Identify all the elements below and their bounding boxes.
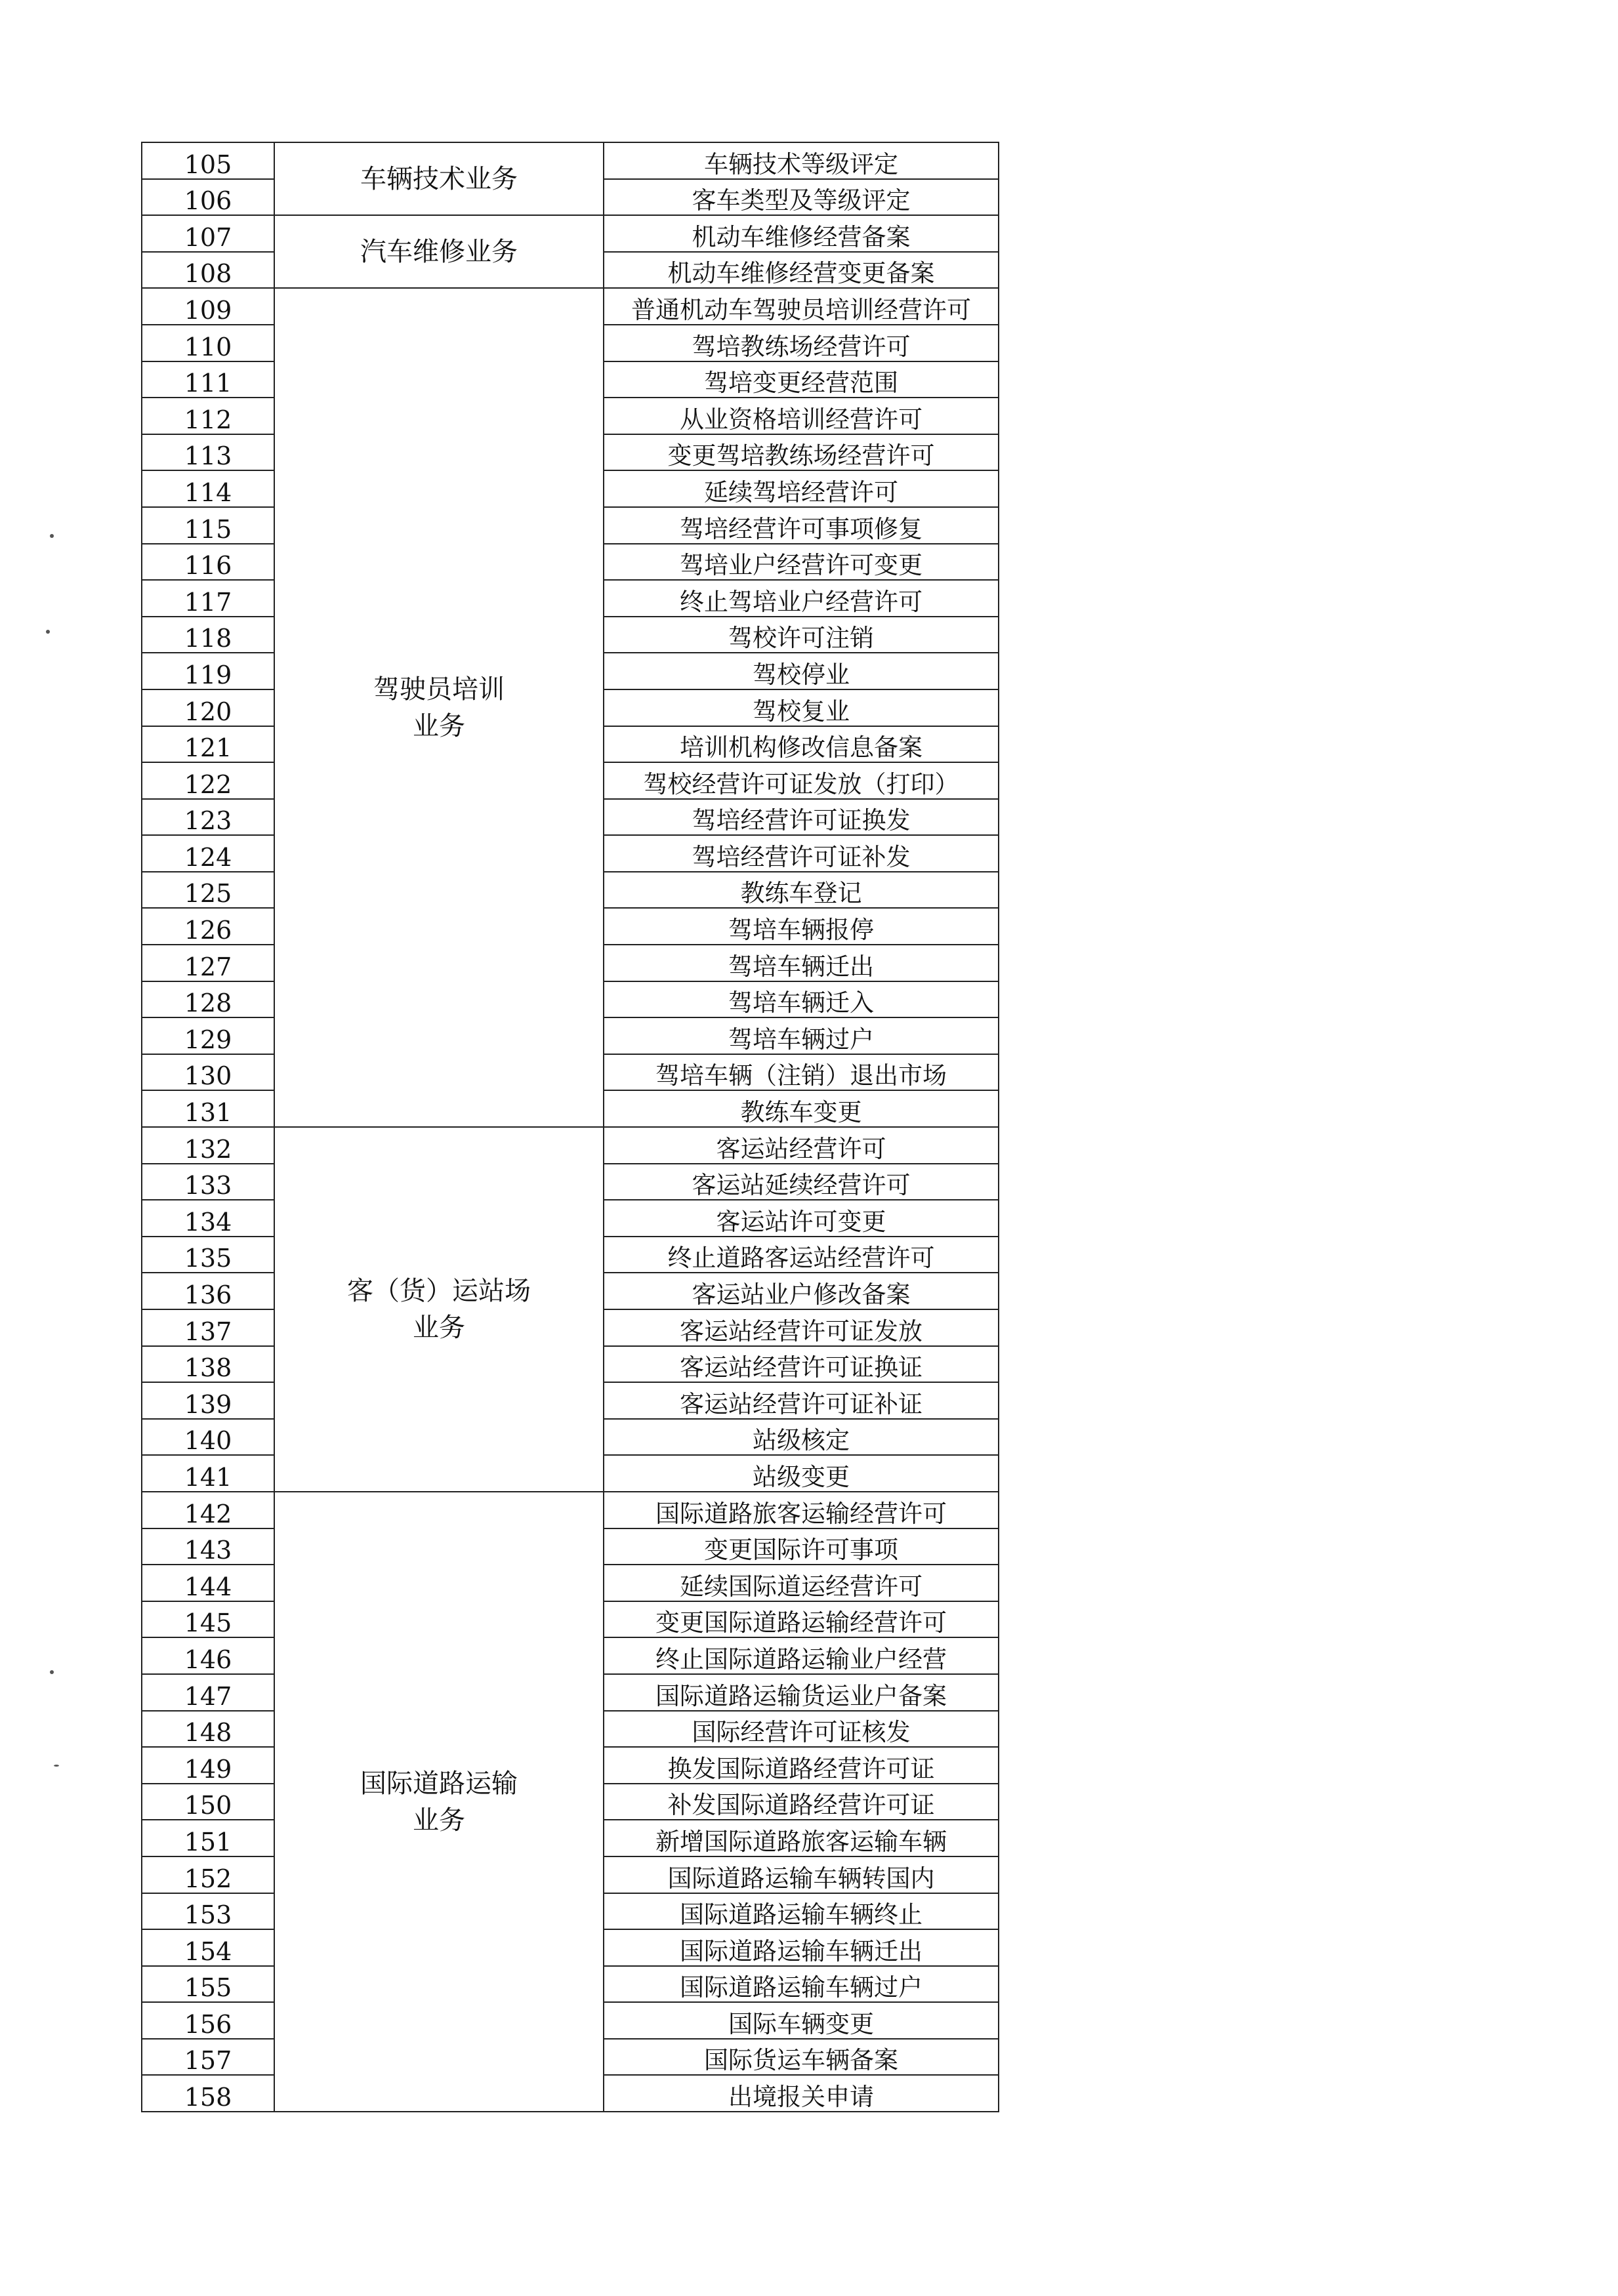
table-row: [142, 215, 999, 252]
row-number: 134: [142, 1200, 274, 1237]
row-number: 150: [142, 1784, 274, 1820]
row-number: 110: [142, 325, 274, 361]
scan-speck: [54, 1765, 59, 1767]
row-number: 123: [142, 799, 274, 836]
table-row: [142, 288, 999, 325]
service-item: 教练车变更: [604, 1090, 999, 1127]
service-item: 客运站经营许可证换证: [604, 1346, 999, 1383]
service-item: 延续驾培经营许可: [604, 470, 999, 507]
service-item: 新增国际道路旅客运输车辆: [604, 1820, 999, 1856]
service-item: 驾校经营许可证发放（打印）: [604, 762, 999, 799]
service-item: 驾培经营许可事项修复: [604, 507, 999, 544]
service-item: 延续国际道运经营许可: [604, 1565, 999, 1601]
row-number: 112: [142, 398, 274, 434]
row-number: 154: [142, 1929, 274, 1966]
service-item: 驾培业户经营许可变更: [604, 544, 999, 581]
row-number: 131: [142, 1090, 274, 1127]
service-item: 驾培变更经营范围: [604, 361, 999, 398]
row-number: 128: [142, 981, 274, 1018]
service-item: 站级核定: [604, 1419, 999, 1456]
row-number: 142: [142, 1492, 274, 1528]
row-number: 143: [142, 1528, 274, 1565]
row-number: 113: [142, 434, 274, 471]
row-number: 105: [142, 142, 274, 179]
service-item: 驾校许可注销: [604, 617, 999, 653]
scan-speck: [46, 630, 50, 634]
service-item: 驾培车辆报停: [604, 908, 999, 945]
row-number: 116: [142, 544, 274, 581]
row-number: 118: [142, 617, 274, 653]
row-number: 108: [142, 252, 274, 289]
row-number: 122: [142, 762, 274, 799]
service-item: 教练车登记: [604, 872, 999, 909]
row-number: 117: [142, 580, 274, 617]
row-number: 127: [142, 945, 274, 981]
row-number: 146: [142, 1637, 274, 1674]
row-number: 135: [142, 1237, 274, 1273]
category-cell: [274, 1492, 604, 2112]
service-item: 车辆技术等级评定: [604, 142, 999, 179]
service-item: 驾校复业: [604, 689, 999, 726]
scan-speck: [50, 534, 54, 538]
row-number: 130: [142, 1054, 274, 1091]
service-item: 终止国际道路运输业户经营: [604, 1637, 999, 1674]
row-number: 114: [142, 470, 274, 507]
row-number: 136: [142, 1273, 274, 1309]
row-number: 125: [142, 872, 274, 909]
row-number: 133: [142, 1164, 274, 1200]
row-number: 119: [142, 653, 274, 689]
row-number: 141: [142, 1455, 274, 1492]
service-item: 客运站业户修改备案: [604, 1273, 999, 1309]
category-label: 客（货）运站场 业务: [347, 1276, 531, 1343]
service-item: 终止驾培业户经营许可: [604, 580, 999, 617]
category-cell: [274, 1127, 604, 1492]
table-row: [142, 1127, 999, 1164]
row-number: 158: [142, 2075, 274, 2112]
service-item: 站级变更: [604, 1455, 999, 1492]
row-number: 151: [142, 1820, 274, 1856]
row-number: 121: [142, 726, 274, 763]
row-number: 139: [142, 1382, 274, 1419]
service-item: 驾培车辆过户: [604, 1017, 999, 1054]
service-item: 驾培车辆（注销）退出市场: [604, 1054, 999, 1091]
row-number: 106: [142, 179, 274, 216]
service-item: 变更驾培教练场经营许可: [604, 434, 999, 471]
row-number: 140: [142, 1419, 274, 1456]
service-item: 国际道路运输车辆终止: [604, 1893, 999, 1930]
row-number: 124: [142, 835, 274, 872]
row-number: 107: [142, 215, 274, 252]
row-number: 149: [142, 1747, 274, 1784]
services-table: [141, 142, 999, 2112]
service-item: 客运站经营许可证发放: [604, 1309, 999, 1346]
row-number: 147: [142, 1674, 274, 1711]
category-label: 汽车维修业务: [360, 236, 518, 267]
row-number: 126: [142, 908, 274, 945]
service-item: 驾校停业: [604, 653, 999, 689]
service-item: 客车类型及等级评定: [604, 179, 999, 216]
row-number: 120: [142, 689, 274, 726]
service-item: 国际货运车辆备案: [604, 2039, 999, 2076]
service-item: 国际道路旅客运输经营许可: [604, 1492, 999, 1528]
row-number: 111: [142, 361, 274, 398]
service-item: 培训机构修改信息备案: [604, 726, 999, 763]
service-item: 客运站延续经营许可: [604, 1164, 999, 1200]
service-item: 客运站经营许可证补证: [604, 1382, 999, 1419]
row-number: 144: [142, 1565, 274, 1601]
row-number: 145: [142, 1601, 274, 1638]
service-item: 终止道路客运站经营许可: [604, 1237, 999, 1273]
service-item: 驾培车辆迁出: [604, 945, 999, 981]
category-cell: [274, 215, 604, 288]
service-item: 普通机动车驾驶员培训经营许可: [604, 288, 999, 325]
row-number: 153: [142, 1893, 274, 1930]
row-number: 152: [142, 1856, 274, 1893]
row-number: 156: [142, 2002, 274, 2039]
service-item: 客运站许可变更: [604, 1200, 999, 1237]
category-label: 车辆技术业务: [360, 163, 518, 194]
service-item: 国际道路运输货运业户备案: [604, 1674, 999, 1711]
category-cell: [274, 142, 604, 215]
service-item: 从业资格培训经营许可: [604, 398, 999, 434]
row-number: 132: [142, 1127, 274, 1164]
service-item: 国际道路运输车辆转国内: [604, 1856, 999, 1893]
row-number: 137: [142, 1309, 274, 1346]
service-item: 驾培经营许可证补发: [604, 835, 999, 872]
service-item: 国际车辆变更: [604, 2002, 999, 2039]
row-number: 115: [142, 507, 274, 544]
service-item: 国际道路运输车辆过户: [604, 1966, 999, 2003]
service-item: 国际经营许可证核发: [604, 1711, 999, 1748]
row-number: 109: [142, 288, 274, 325]
scan-speck: [50, 1670, 54, 1674]
service-item: 机动车维修经营变更备案: [604, 252, 999, 289]
service-item: 驾培经营许可证换发: [604, 799, 999, 836]
table-row: [142, 1492, 999, 1528]
service-item: 机动车维修经营备案: [604, 215, 999, 252]
service-item: 换发国际道路经营许可证: [604, 1747, 999, 1784]
service-item: 变更国际许可事项: [604, 1528, 999, 1565]
category-label: 驾驶员培训 业务: [373, 674, 505, 741]
category-cell: [274, 288, 604, 1127]
category-label: 国际道路运输 业务: [360, 1768, 518, 1835]
service-item: 出境报关申请: [604, 2075, 999, 2112]
service-item: 国际道路运输车辆迁出: [604, 1929, 999, 1966]
service-item: 补发国际道路经营许可证: [604, 1784, 999, 1820]
service-item: 客运站经营许可: [604, 1127, 999, 1164]
service-item: 变更国际道路运输经营许可: [604, 1601, 999, 1638]
service-item: 驾培车辆迁入: [604, 981, 999, 1018]
row-number: 155: [142, 1966, 274, 2003]
row-number: 138: [142, 1346, 274, 1383]
table-row: [142, 142, 999, 179]
row-number: 148: [142, 1711, 274, 1748]
table-body: [142, 142, 999, 2112]
row-number: 157: [142, 2039, 274, 2076]
service-item: 驾培教练场经营许可: [604, 325, 999, 361]
row-number: 129: [142, 1017, 274, 1054]
